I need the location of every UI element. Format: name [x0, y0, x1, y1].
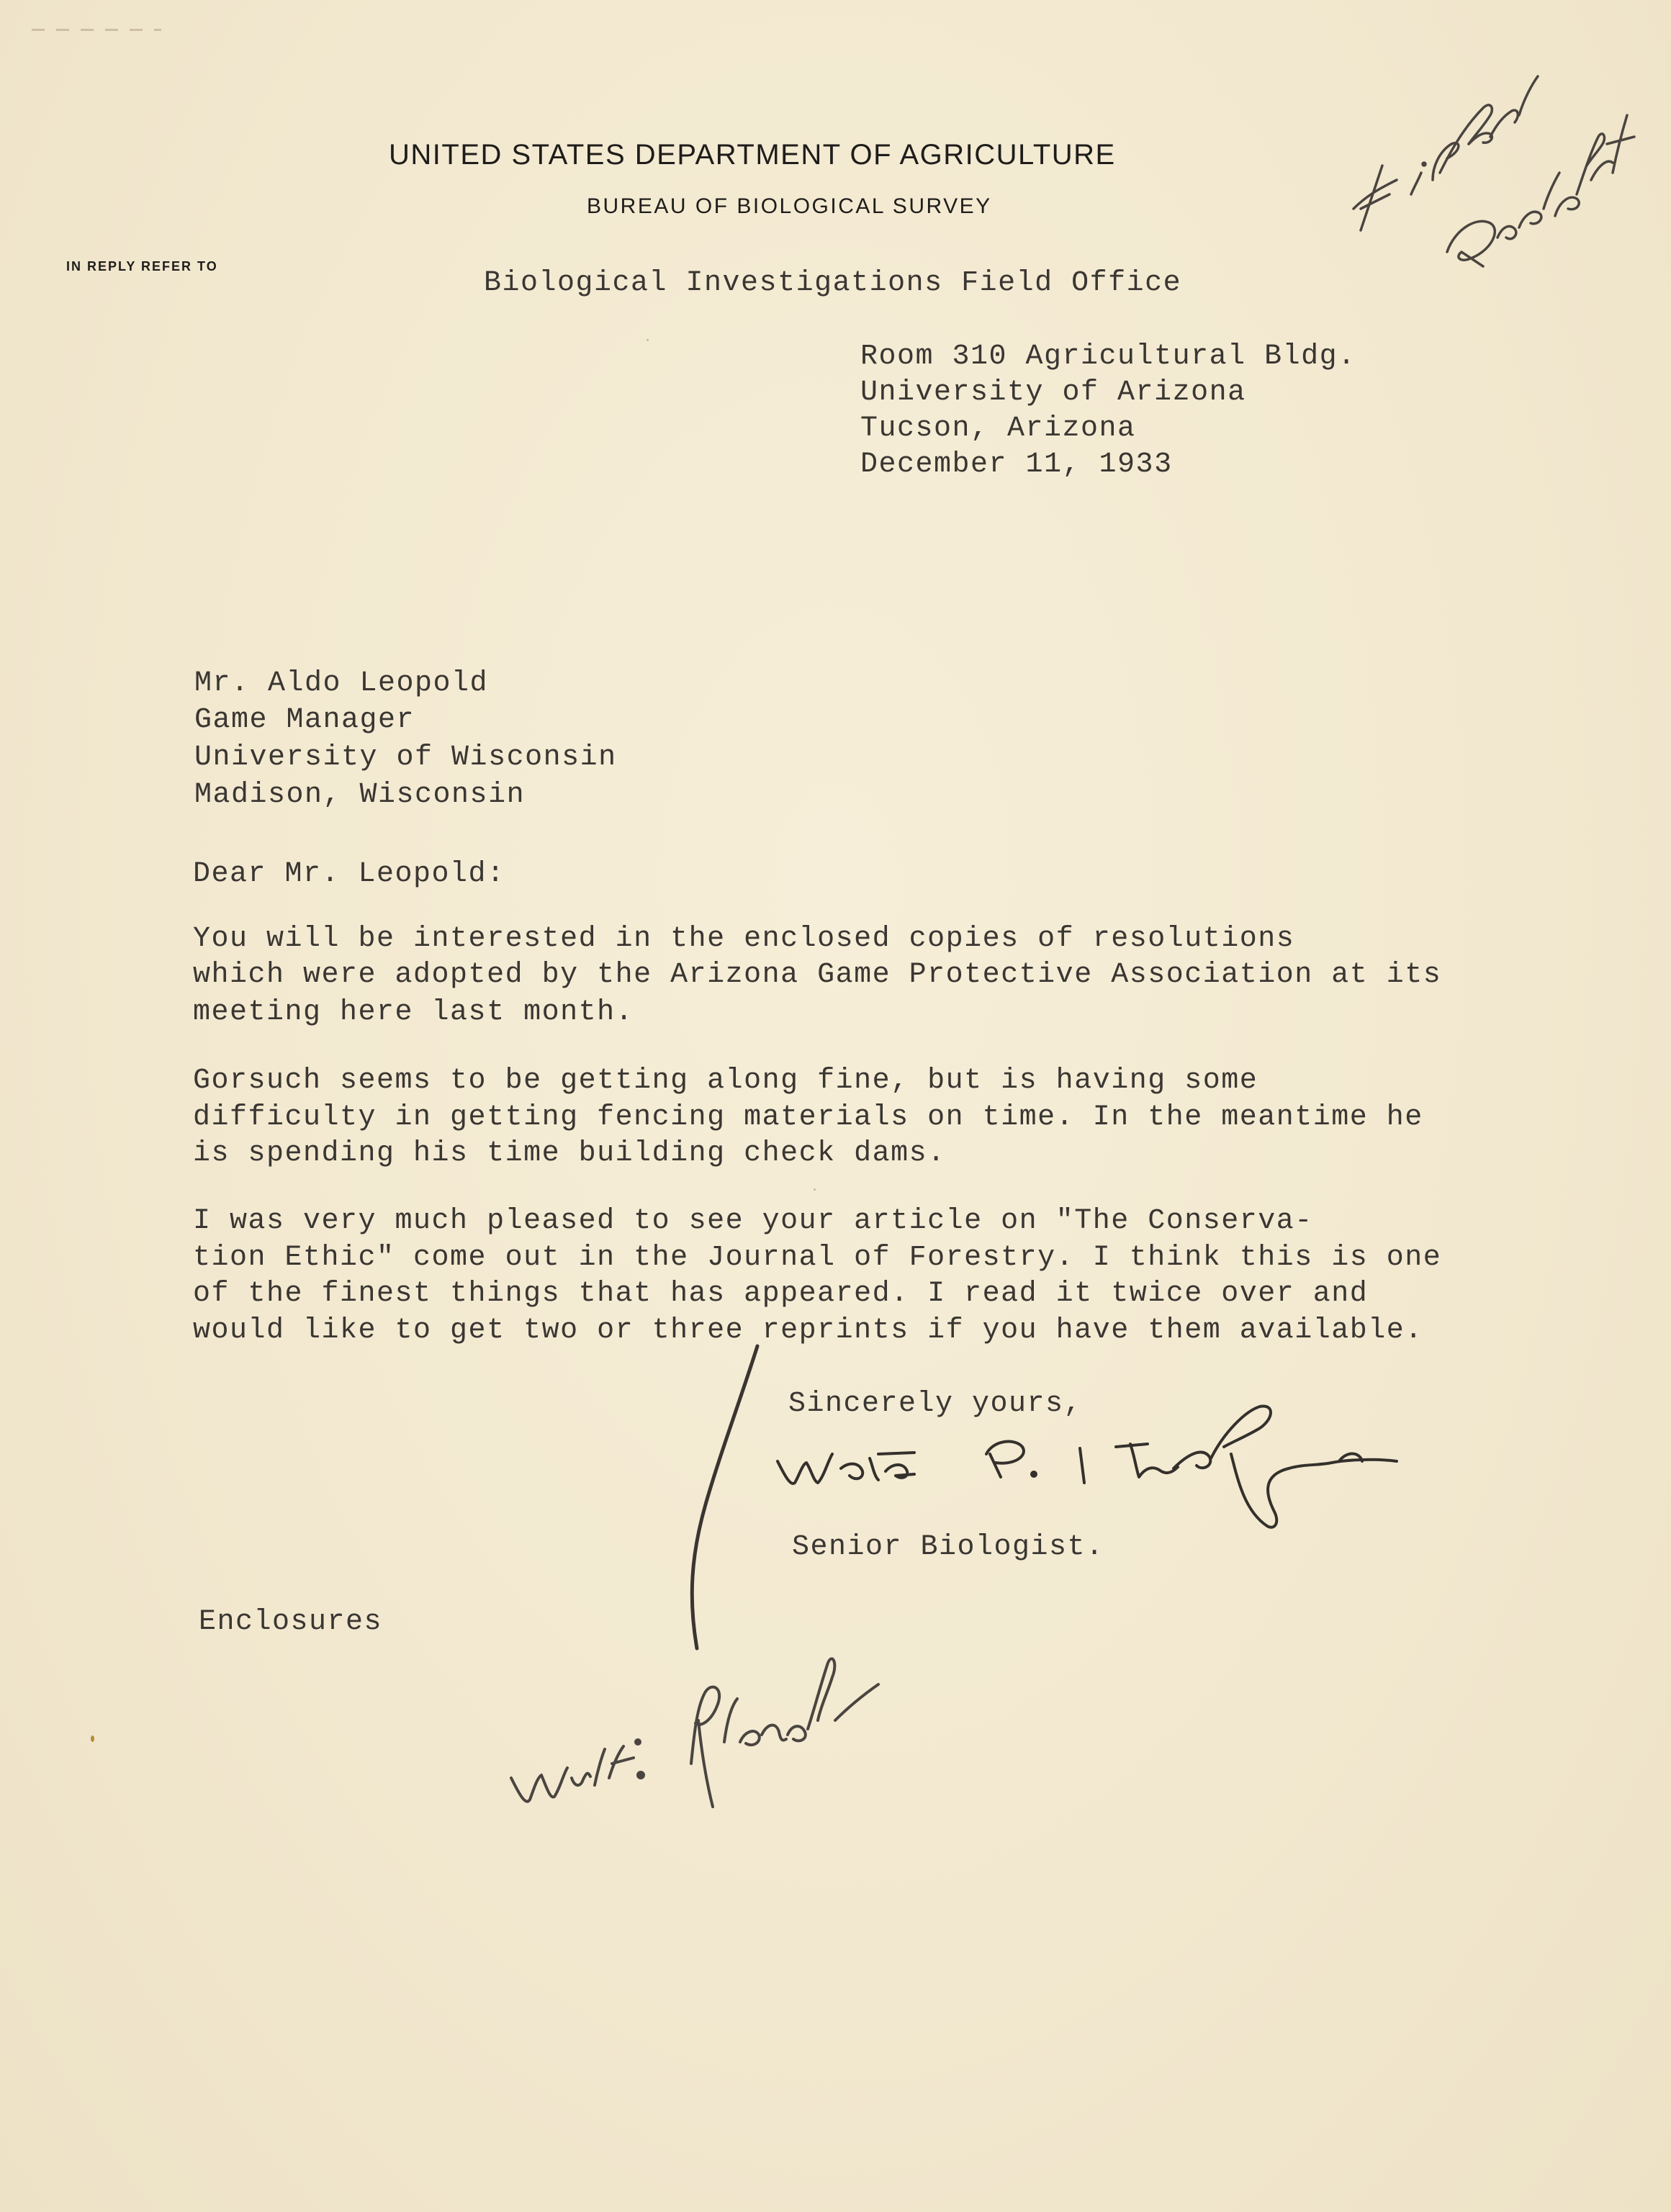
body-line: would like to get two or three reprints if you have them available. — [193, 1314, 1423, 1347]
letter-date: December 11, 1933 — [860, 448, 1173, 481]
paper-speck — [91, 1735, 94, 1742]
sender-address-line: Tucson, Arizona — [860, 412, 1136, 445]
signature — [770, 1396, 1404, 1533]
letterhead-subtitle: BUREAU OF BIOLOGICAL SURVEY — [587, 194, 992, 218]
recipient-line: University of Wisconsin — [194, 741, 617, 774]
enclosures-note: Enclosures — [199, 1606, 383, 1638]
letterhead-title: UNITED STATES DEPARTMENT OF AGRICULTURE — [389, 139, 1116, 171]
reply-reference-label: IN REPLY REFER TO — [66, 259, 218, 274]
body-line: which were adopted by the Arizona Game Protective Association at its — [193, 959, 1442, 991]
body-line: of the finest things that has appeared. I read it twice over and — [193, 1278, 1369, 1310]
field-office-line: Biological Investigations Field Office — [484, 267, 1182, 299]
recipient-line: Mr. Aldo Leopold — [194, 667, 489, 700]
body-line: difficulty in getting fencing materials on time. In the meantime he — [193, 1101, 1423, 1134]
sender-address-line: Room 310 Agricultural Bldg. — [860, 340, 1356, 373]
pen-stroke-mark — [677, 1339, 778, 1656]
body-line: I was very much pleased to see your article on "The Conserva- — [193, 1205, 1313, 1237]
salutation: Dear Mr. Leopold: — [193, 858, 505, 890]
body-line: You will be interested in the enclosed copies of resolutions — [193, 923, 1295, 955]
body-line: meeting here last month. — [193, 996, 634, 1029]
handwritten-note-bottom — [497, 1634, 900, 1828]
body-line: is spending his time building check dams. — [193, 1137, 946, 1170]
top-edge-marks — [32, 29, 161, 31]
recipient-line: Game Manager — [194, 704, 415, 736]
handwritten-note-top-right — [1339, 65, 1641, 302]
closing: Sincerely yours, — [788, 1388, 1083, 1420]
paper-speck — [814, 1188, 816, 1191]
body-line: Gorsuch seems to be getting along fine, but is having some — [193, 1065, 1258, 1097]
paper-speck — [647, 339, 649, 341]
body-line: tion Ethic" come out in the Journal of Forestry. I think this is one — [193, 1242, 1442, 1274]
sender-address-line: University of Arizona — [860, 376, 1246, 409]
signer-title: Senior Biologist. — [792, 1531, 1104, 1563]
recipient-line: Madison, Wisconsin — [194, 779, 526, 811]
